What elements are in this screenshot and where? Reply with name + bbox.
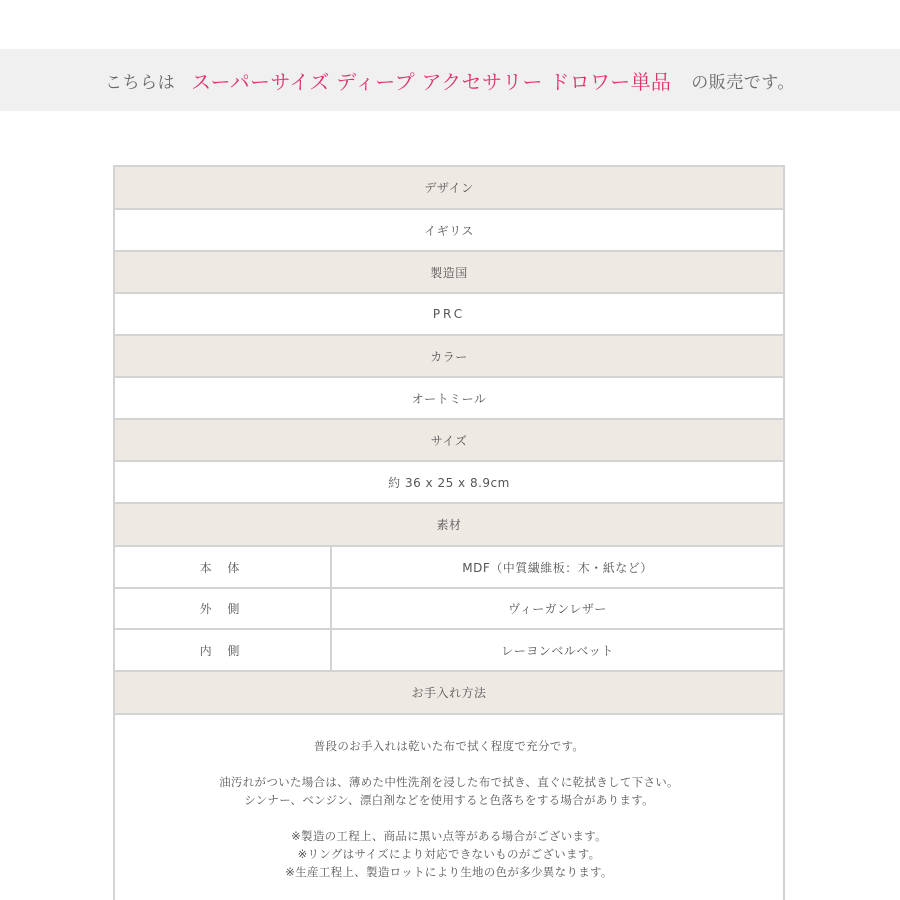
care-note: ※リングはサイズにより対応できないものがございます。 <box>297 847 601 861</box>
product-name: スーパーサイズ ディープ アクセサリー ドロワー単品 <box>191 69 672 94</box>
size-label: サイズ <box>430 433 468 448</box>
design-label: デザイン <box>424 181 474 195</box>
design-row <box>115 210 783 252</box>
material-row-inner <box>115 630 783 672</box>
care-header <box>115 672 783 715</box>
care-note: ※製造の工程上、商品に黒い点等がある場合がございます。 <box>291 829 607 843</box>
material-part: 本 体 <box>115 547 332 587</box>
size-value: 約 36 x 25 x 8.9cm <box>388 475 510 490</box>
care-note: ※生産工程上、製造ロットにより生地の色が多少異なります。 <box>285 865 613 879</box>
size-header <box>115 420 783 462</box>
product-notice-banner <box>0 49 900 111</box>
care-line: 普段のお手入れは乾いた布で拭く程度で充分です。 <box>313 739 585 753</box>
color-label: カラー <box>430 349 468 364</box>
care-line: 油汚れがついた場合は、薄めた中性洗剤を浸した布で拭き、直ぐに乾拭きして下さい。 <box>219 775 679 789</box>
notice-prefix: こちらは <box>105 72 176 93</box>
care-label: お手入れ方法 <box>411 686 487 700</box>
color-header <box>115 336 783 378</box>
care-instructions <box>115 715 783 900</box>
material-value: MDF（中質繊維板：木・紙など） <box>462 560 653 575</box>
material-row-outer <box>115 589 783 630</box>
origin-value: PRC <box>432 307 466 321</box>
material-label: 素材 <box>436 518 462 532</box>
origin-row <box>115 294 783 336</box>
size-row <box>115 462 783 504</box>
origin-header <box>115 252 783 294</box>
color-row <box>115 378 783 420</box>
spec-table <box>113 165 785 900</box>
material-value: レーヨンベルベット <box>501 643 614 658</box>
color-value: オートミール <box>411 391 487 406</box>
material-row-body <box>115 547 783 589</box>
material-part: 外 側 <box>115 589 332 628</box>
origin-label: 製造国 <box>430 265 468 280</box>
material-part: 内 側 <box>115 630 332 670</box>
notice-suffix: の販売です。 <box>691 72 795 93</box>
design-header <box>115 167 783 210</box>
design-value: イギリス <box>424 223 474 238</box>
care-line: シンナー、ベンジン、漂白剤などを使用すると色落ちをする場合があります。 <box>244 793 654 807</box>
material-header <box>115 504 783 547</box>
material-value: ヴィーガンレザー <box>508 602 607 616</box>
